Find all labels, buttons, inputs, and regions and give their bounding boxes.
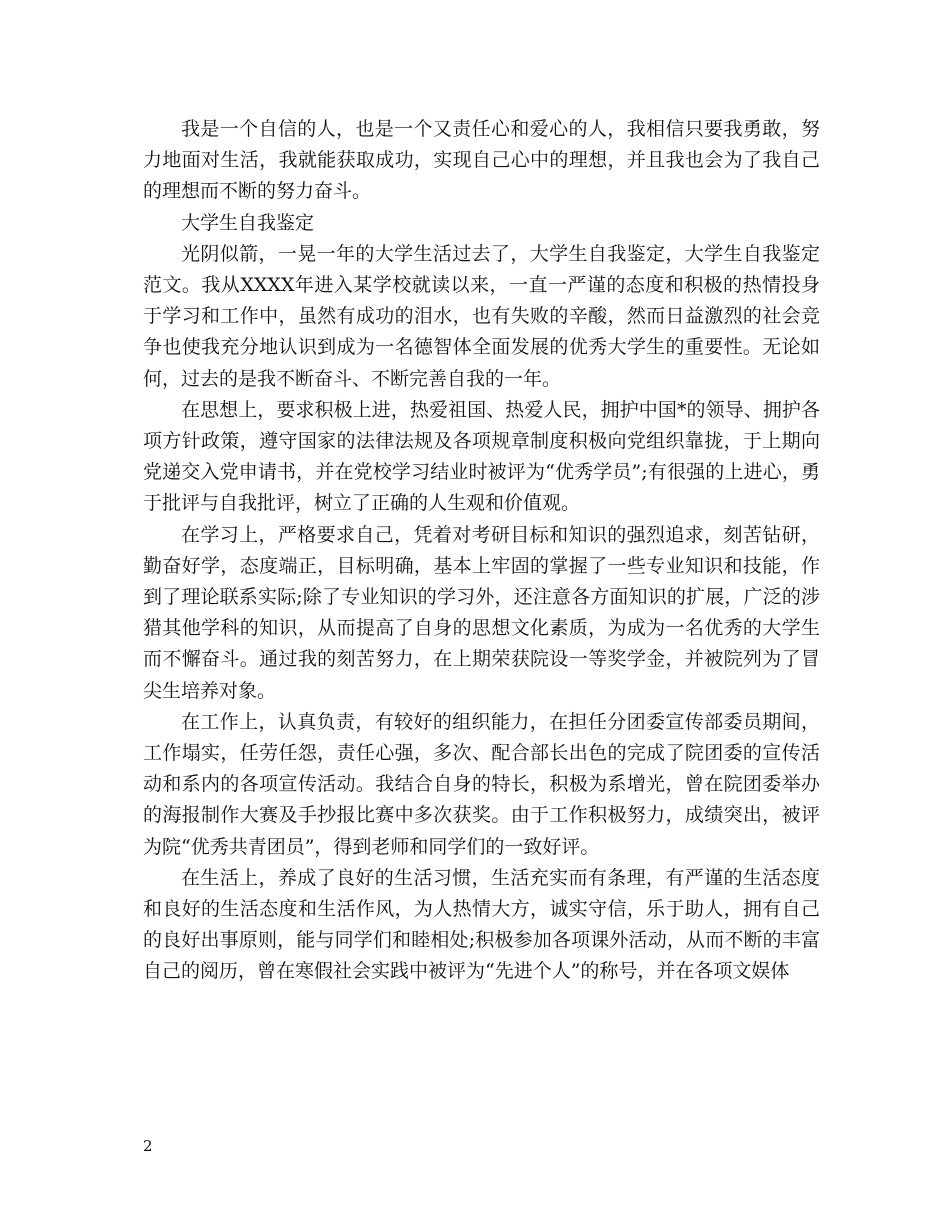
paragraph-5: 在工作上，认真负责，有较好的组织能力，在担任分团委宣传部委员期间，工作塌实，任劳任怨，责任心强，多次、配合部长出色的完成了院团委的宣传活动和系内的各项宣传活动。我结合自身的特长，积极为系增光，曾在院团委举办的海报制作大赛及手抄报比赛中多次获奖。由于工作积极努力，成绩突出，被评为院“优秀共青团员”，得到老师和同学们的一致好评。 (143, 710, 820, 858)
page-number: 2 (143, 1137, 153, 1155)
paragraph-1: 我是一个自信的人，也是一个又责任心和爱心的人，我相信只要我勇敢，努力地面对生活，我就能获取成功，实现自己心中的理想，并且我也会为了我自己的理想而不断的努力奋斗。 (143, 118, 820, 203)
paragraph-3: 在思想上，要求积极上进，热爱祖国、热爱人民，拥护中国*的领导、拥护各项方针政策，遵守国家的法律法规及各项规章制度积极向党组织靠拢，于上期向党递交入党申请书，并在党校学习结业时被评为“优秀学员”;有很强的上进心，勇于批评与自我批评，树立了正确的人生观和价值观。 (143, 398, 820, 515)
paragraph-4: 在学习上，严格要求自己，凭着对考研目标和知识的强烈追求，刻苦钻研，勤奋好学，态度端正，目标明确，基本上牢固的掌握了一些专业知识和技能，作到了理论联系实际;除了专业知识的学习外，还注意各方面知识的扩展，广泛的涉猎其他学科的知识，从而提高了自身的思想文化素质，为成为一名优秀的大学生而不懈奋斗。通过我的刻苦努力，在上期荣获院设一等奖学金，并被院列为了冒尖生培养对象。 (143, 523, 820, 702)
section-heading: 大学生自我鉴定 (181, 211, 315, 234)
document-body (143, 114, 820, 988)
paragraph-6: 在生活上，养成了良好的生活习惯，生活充实而有条理，有严谨的生活态度和良好的生活态度和生活作风，为人热情大方，诚实守信，乐于助人，拥有自己的良好出事原则，能与同学们和睦相处;积极参加各项课外活动，从而不断的丰富自己的阅历，曾在寒假社会实践中被评为“先进个人”的称号，并在各项文娱体 (143, 866, 820, 983)
paragraph-2: 光阴似箭，一晃一年的大学生活过去了，大学生自我鉴定，大学生自我鉴定范文。我从XXXX年进入某学校就读以来，一直一严谨的态度和积极的热情投身于学习和工作中，虽然有成功的泪水，也有失败的辛酸，然而日益激烈的社会竞争也使我充分地认识到成为一名德智体全面发展的优秀大学生的重要性。无论如何，过去的是我不断奋斗、不断完善自我的一年。 (143, 242, 820, 390)
